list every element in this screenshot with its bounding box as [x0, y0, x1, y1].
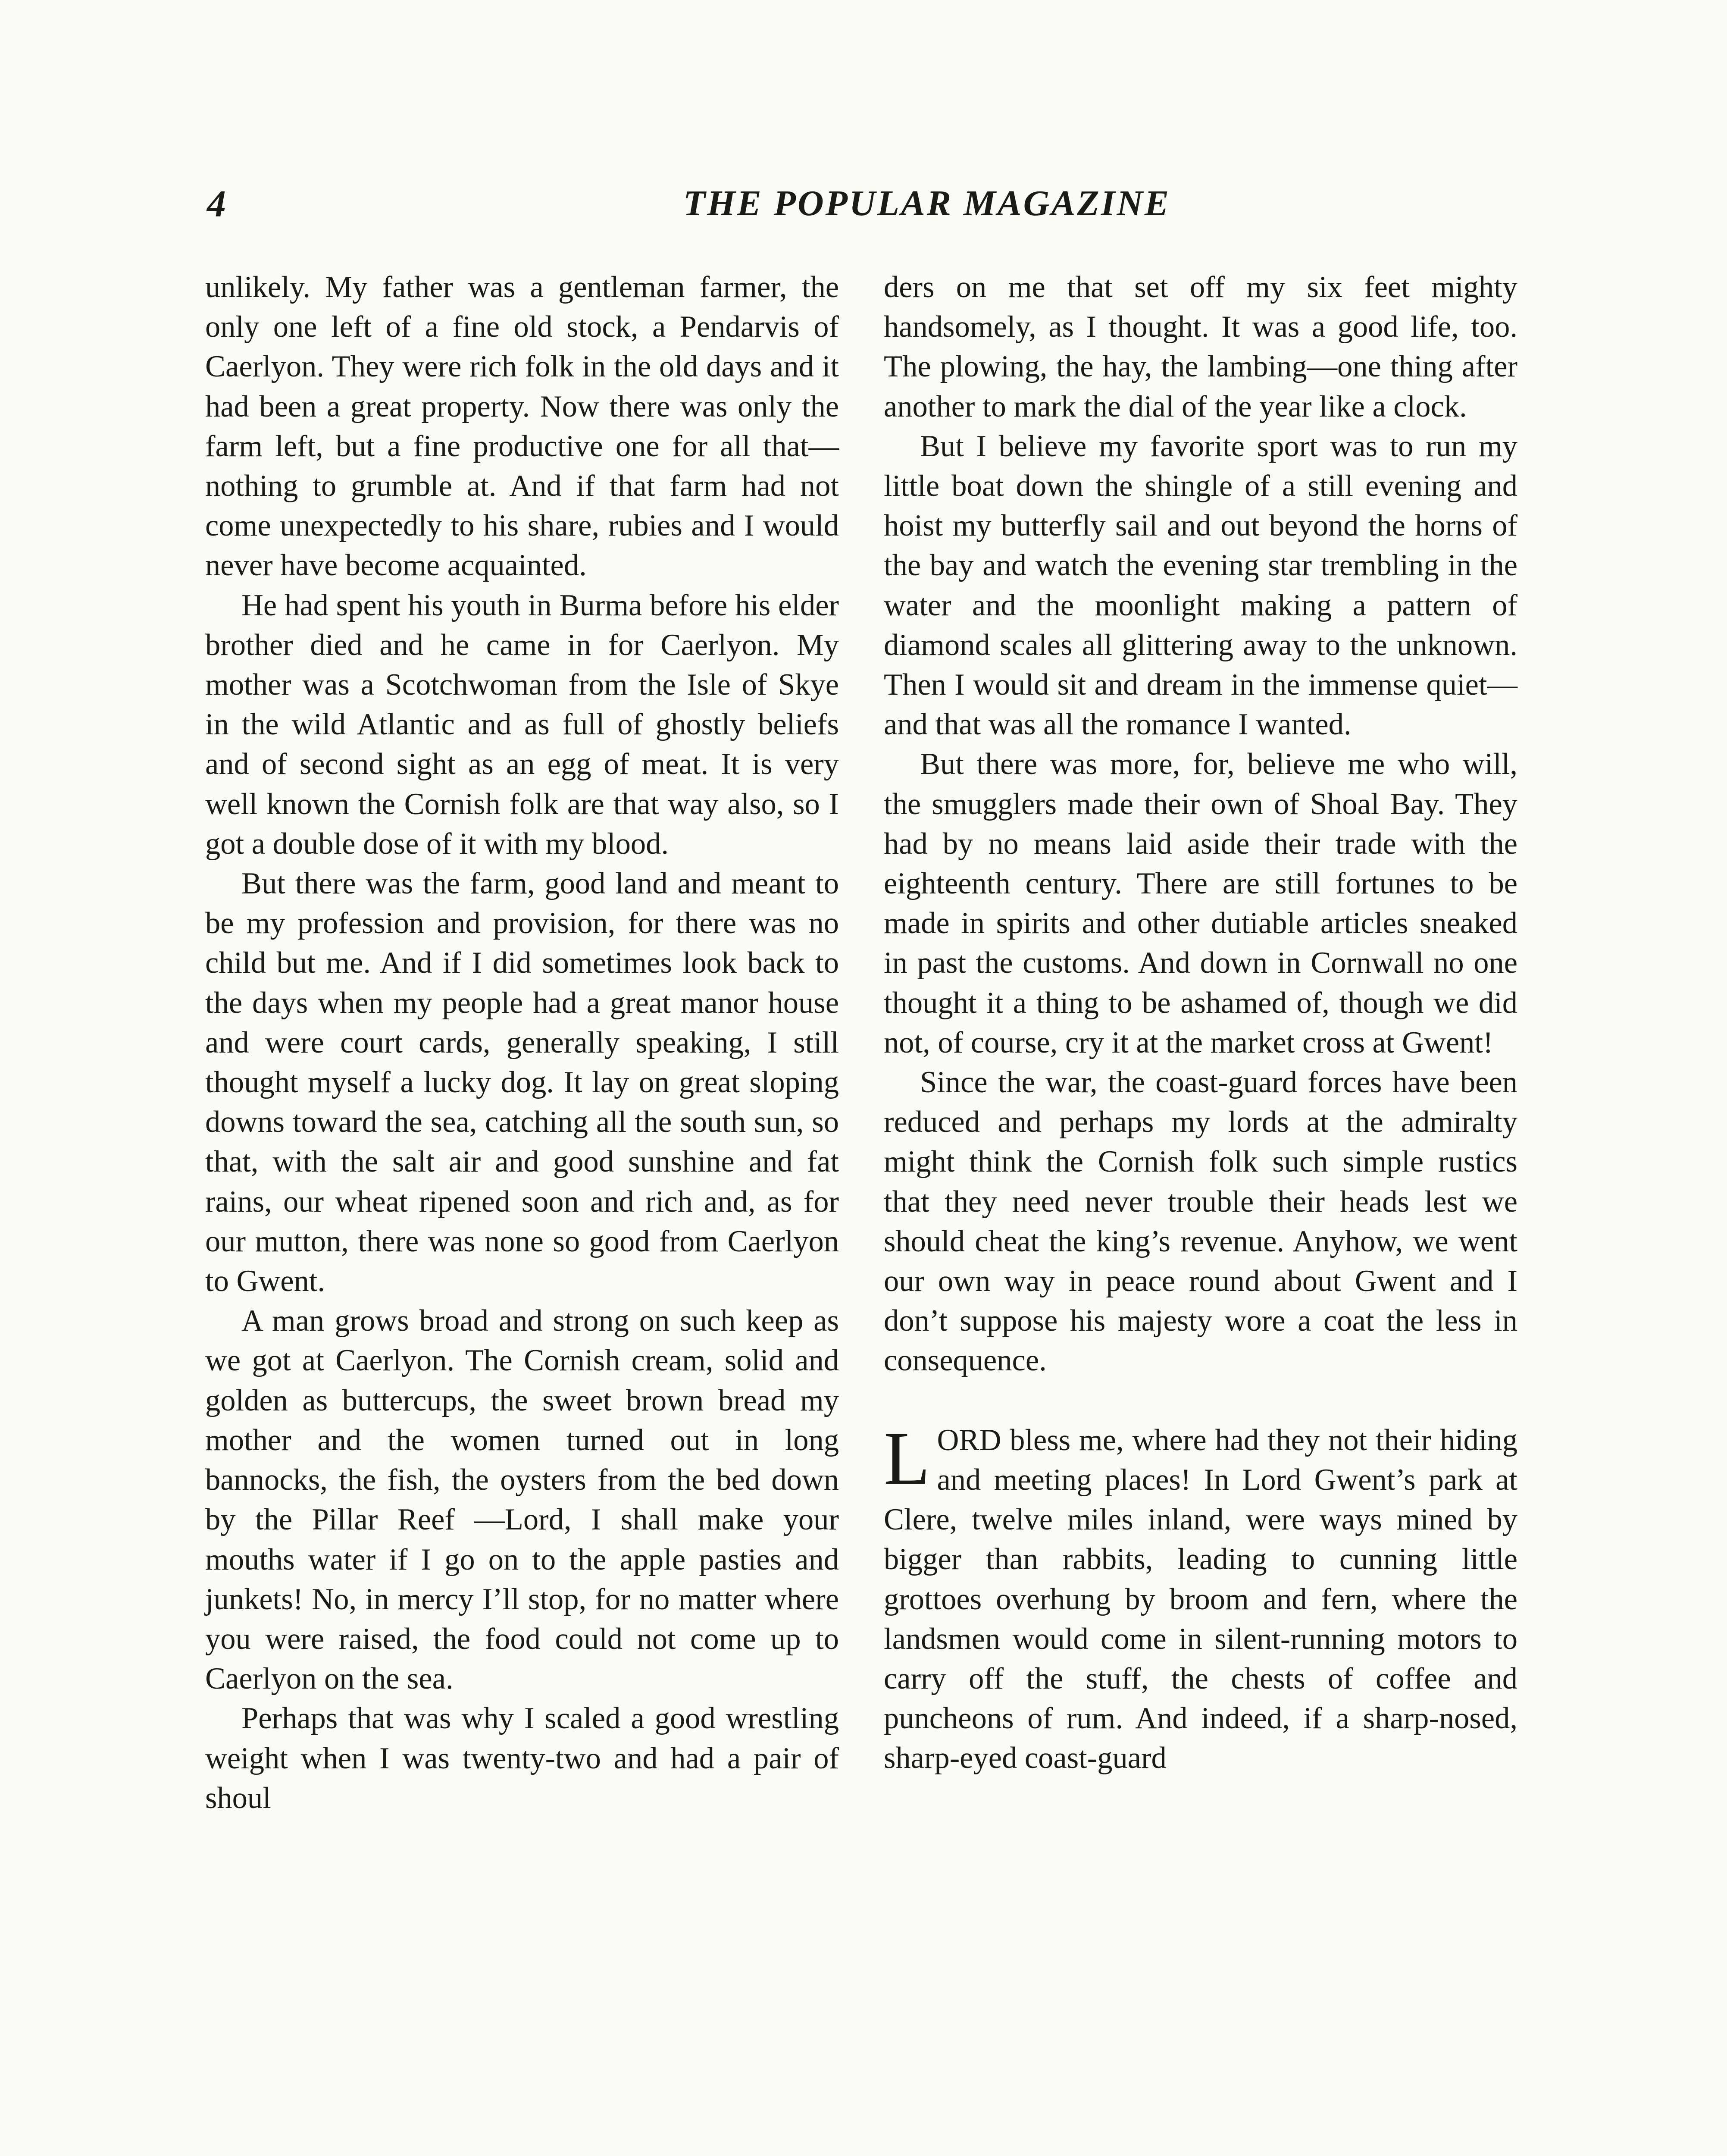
paragraph: ders on me that set off my six feet mighty handsomely, as I thought. It was a good life, too. The plowing, the hay, the lambing—one thing after another to mark the dial of the year like a clock.: [884, 270, 1517, 423]
paragraph: But there was more, for, believe me who will, the smugglers made their own of Shoal Bay. They had by no means laid aside their trade with the eighteenth century. There are still fortunes to be made in spirits and other dutiable articles sneaked in past the customs. And down in Cornwall no one thought it a thing to be ashamed of, though we did not, of course, cry it at the market cross at Gwent!: [884, 747, 1517, 1059]
small-caps-lead: ORD: [937, 1423, 1001, 1457]
paragraph: He had spent his youth in Burma before his elder brother died and he came in for Caerlyon. My mother was a Scotchwoman from the Isle of Skye in the wild Atlantic and as full of ghostly beliefs and of second sight as an egg of meat. It is very well known the Cornish folk are that way also, so I got a double dose of it with my blood.: [205, 588, 839, 861]
paragraph: Perhaps that was why I scaled a good wrestling weight when I was twenty-two and had a pair of shoul: [205, 1702, 839, 1815]
paragraph: But I believe my favorite sport was to run my little boat down the shingle of a still evening and hoist my butterfly sail and out beyond the horns of the bay and watch the evening star trembling in the water and the moonlight making a pattern of diamond scales all glittering away to the unknown. Then I would sit and dream in the immense quiet—and that was all the romance I wanted.: [884, 429, 1517, 742]
running-head: THE POPULAR MAGAZINE: [683, 183, 1171, 223]
left-column: [205, 267, 839, 1818]
drop-cap: L: [884, 1416, 930, 1501]
paragraph: A man grows broad and strong on such keep as we got at Caerlyon. The Cornish cream, solid and golden as buttercups, the sweet brown bread my mother and the women turned out in long bannocks, the fish, the oysters from the bed down by the Pillar Reef —Lord, I shall make your mouths water if I go on to the apple pasties and junkets! No, in mercy I’ll stop, for no matter where you were raised, the food could not come up to Caerlyon on the sea.: [205, 1304, 839, 1696]
paragraph: unlikely. My father was a gentleman farmer, the only one left of a fine old stock, a Pendarvis of Caerlyon. They were rich folk in the old days and it had been a great property. Now there was only the farm left, but a fine productive one for all that—nothing to grumble at. And if that farm had not come unexpectedly to his share, rubies and I would never have become acquainted.: [205, 270, 839, 583]
paragraph-text: bless me, where had they not their hiding and meeting places! In Lord Gwent’s park at Clere, twelve miles inland, were ways mined by bigger than rabbits, leading to cunning little grottoes overhung by broom and fern, where the landsmen would come in silent-running motors to carry off the stuff, the chests of coffee and puncheons of rum. And indeed, if a sharp-nosed, sharp-eyed coast-guard: [884, 1423, 1517, 1775]
right-column: [884, 267, 1517, 1778]
paragraph: But there was the farm, good land and meant to be my profession and provision, for there was no child but me. And if I did sometimes look back to the days when my people had a great manor house and were court cards, generally speaking, I still thought myself a lucky dog. It lay on great sloping downs toward the sea, catching all the south sun, so that, with the salt air and good sunshine and fat rains, our wheat ripened soon and rich and, as for our mutton, there was none so good from Caerlyon to Gwent.: [205, 867, 839, 1298]
page-number: 4: [207, 183, 226, 225]
paragraph: Since the war, the coast-guard forces have been reduced and perhaps my lords at the admiralty might think the Cornish folk such simple rustics that they need never trouble their heads lest we should cheat the king’s revenue. Anyhow, we went our own way in peace round about Gwent and I don’t suppose his majesty wore a coat the less in consequence.: [884, 1065, 1517, 1378]
section-start-paragraph: [884, 1416, 1517, 1778]
